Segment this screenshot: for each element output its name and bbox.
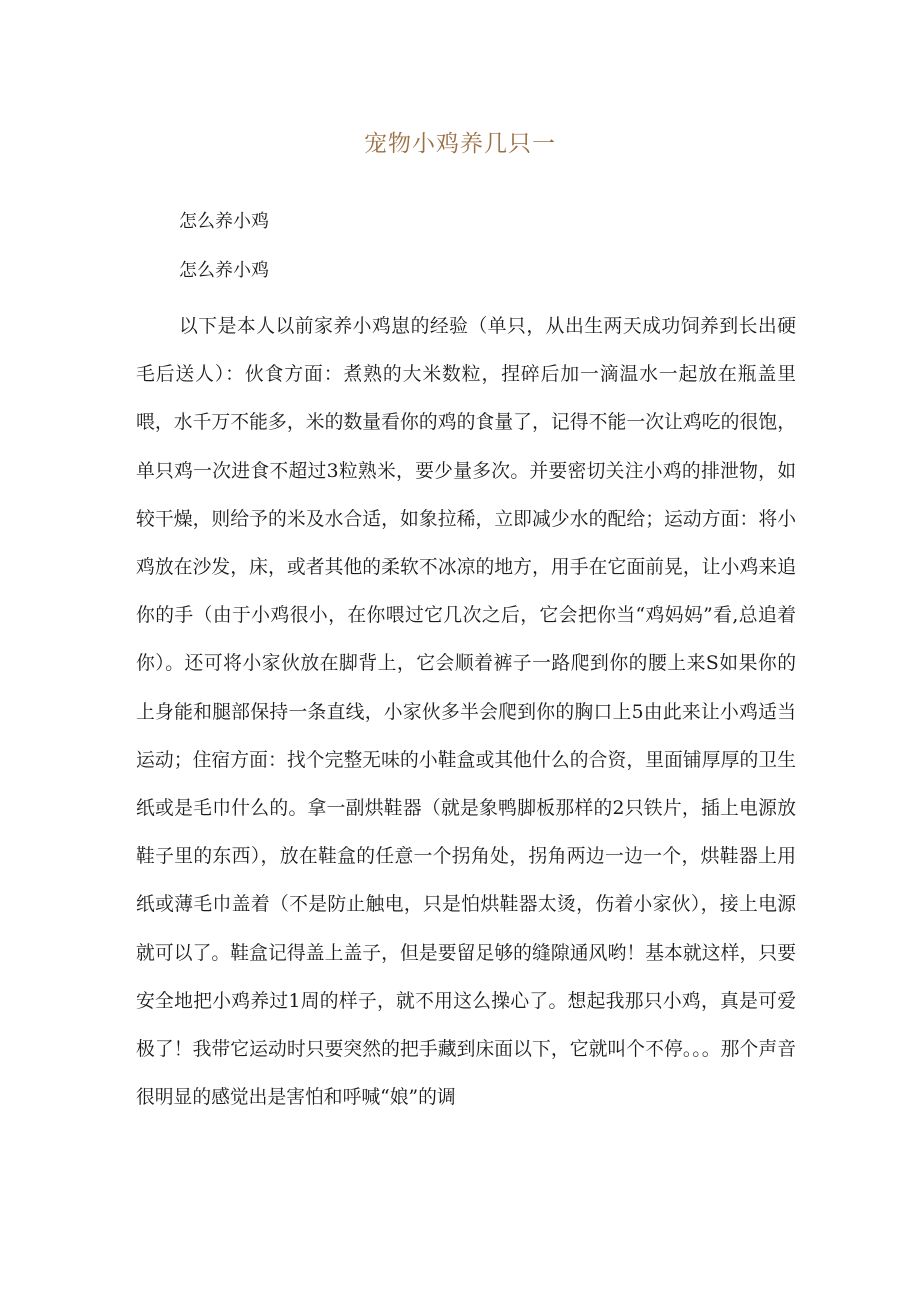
body-paragraph: 以下是本人以前家养小鸡崽的经验（单只，从出生两天成功饲养到长出硬毛后送人）：伙食方面：煮熟的大米数粒，捏碎后加一滴温水一起放在瓶盖里喂，水千万不能多，米的数量看你的鸡的食量了，记得不能一次让鸡吃的很饱，单只鸡一次进食不超过3粒熟米，要少量多次。并要密切关注小鸡的排泄物，如较干燥，则给予的米及水合适，如象拉稀，立即减少水的配给；运动方面：将小鸡放在沙发，床，或者其他的柔软不冰凉的地方，用手在它面前晃，让小鸡来追你的手（由于小鸡很小，在你喂过它几次之后，它会把你当“鸡妈妈”看,总追着你）。还可将小家伙放在脚背上，它会顺着裤子一路爬到你的腰上来S如果你的上身能和腿部保持一条直线，小家伙多半会爬到你的胸口上5由此来让小鸡适当运动；住宿方面：找个完整无味的小鞋盒或其他什么的合资，里面铺厚厚的卫生纸或是毛巾什么的。拿一副烘鞋器（就是象鸭脚板那样的2只铁片，插上电源放鞋子里的东西），放在鞋盒的任意一个拐角处，拐角两边一边一个，烘鞋器上用纸或薄毛巾盖着（不是防止触电，只是怕烘鞋器太烫，伤着小家伙），接上电源就可以了。鞋盒记得盖上盖子，但是要留足够的缝隙通风哟！基本就这样，只要安全地把小鸡养过1周的样子，就不用这么操心了。想起我那只小鸡，真是可爱极了！我带它运动时只要突然的把手藏到床面以下，它就叫个不停。。。那个声音很明显的感觉出是害怕和呼喊“娘”的调 — [136, 316, 796, 1109]
document-title: 宠物小鸡养几只一 — [364, 131, 556, 157]
section-heading: 怎么养小鸡 — [179, 211, 269, 232]
section-heading-repeat: 怎么养小鸡 — [179, 260, 269, 281]
